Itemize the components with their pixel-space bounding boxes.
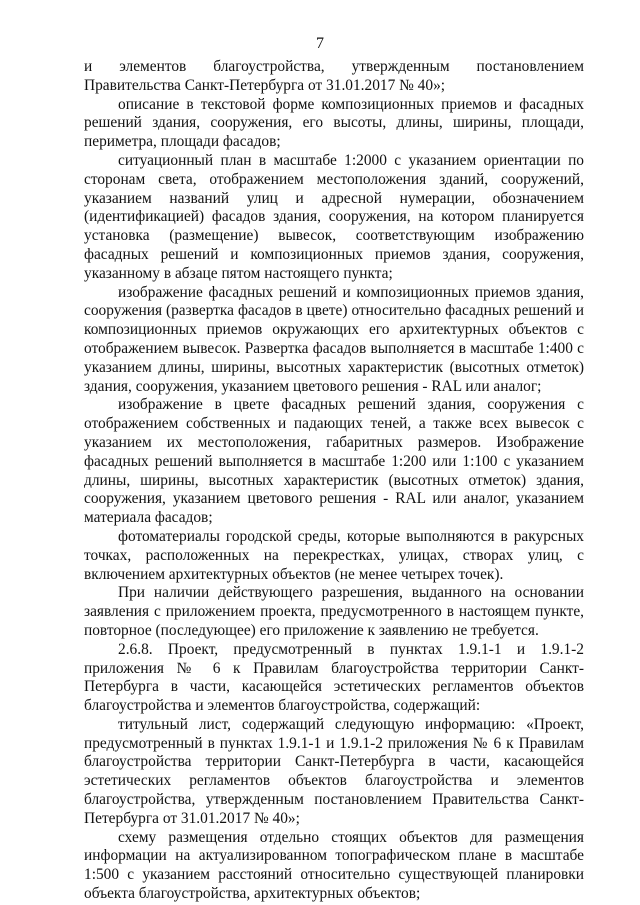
paragraph-2: описание в текстовой форме композиционных приемов и фасадных решений здания, сооружения, его высоты, длины, ширины, площади, периметра, площади фасадов; <box>84 95 584 151</box>
paragraph-10: схему размещения отдельно стоящих объектов для размещения информации на актуализированном топографическом плане в масштабе 1:500 с указанием расстояний относительно существующей планировки объекта благоустройства, архитектурных объектов; <box>84 828 584 903</box>
paragraph-3: ситуационный план в масштабе 1:2000 с указанием ориентации по сторонам света, отображением местоположения зданий, сооружений, указанием названий улиц и адресной нумерации, обозначением (идентификацией) фасадов здания, сооружения, на котором планируется установка (размещение) вывесок, соответствующим изображению фасадных решений и композиционных приемов здания, сооружения, указанному в абзаце пятом настоящего пункта; <box>84 151 584 282</box>
page-number: 7 <box>316 35 324 52</box>
paragraph-7: При наличии действующего разрешения, выданного на основании заявления с приложением проекта, предусмотренного в настоящем пункте, повторное (последующее) его приложение к заявлению не требуется. <box>84 584 584 639</box>
paragraph-6: фотоматериалы городской среды, которые выполняются в ракурсных точках, расположенных на перекрестках, улицах, створах улиц, с включением архитектурных объектов (не менее четырех точек). <box>84 527 584 583</box>
document-body <box>84 58 584 904</box>
paragraph-5: изображение в цвете фасадных решений здания, сооружения с отображением собственных и падающих теней, а также всех вывесок с указанием их местоположения, габаритных размеров. Изображение фасадных решений выполняется в масштабе 1:200 или 1:100 с указанием длины, ширины, высотных характеристик (высотных отметок) здания, сооружения, указанием цветового решения - RAL или аналог, указанием материала фасадов; <box>84 396 584 527</box>
paragraph-4: изображение фасадных решений и композиционных приемов здания, сооружения (развертка фасадов в цвете) относительно фасадных решений и композиционных приемов окружающих его архитектурных объектов с отображением вывесок. Развертка фасадов выполняется в масштабе 1:400 с указанием длины, ширины, высотных характеристик (высотных отметок) здания, сооружения, указанием цветового решения - RAL или аналог; <box>84 283 584 395</box>
paragraph-9: титульный лист, содержащий следующую информацию: «Проект, предусмотренный в пунктах 1.9.1-1 и 1.9.1-2 приложения № 6 к Правилам благоустройства территории Санкт-Петербурга в части, касающейся эстетических регламентов объектов благоустройства и элементов благоустройства, утвержденным постановлением Правительства Санкт-Петербурга от 31.01.2017 № 40»; <box>84 715 584 827</box>
paragraph-1: и элементов благоустройства, утвержденным постановлением Правительства Санкт-Петербурга от 31.01.2017 № 40»; <box>84 58 584 94</box>
paragraph-8: 2.6.8. Проект, предусмотренный в пунктах 1.9.1-1 и 1.9.1-2 приложения № 6 к Правилам благоустройства территории Санкт-Петербурга в части, касающейся эстетических регламентов объектов благоустройства и элементов благоустройства, содержащий: <box>84 640 584 715</box>
